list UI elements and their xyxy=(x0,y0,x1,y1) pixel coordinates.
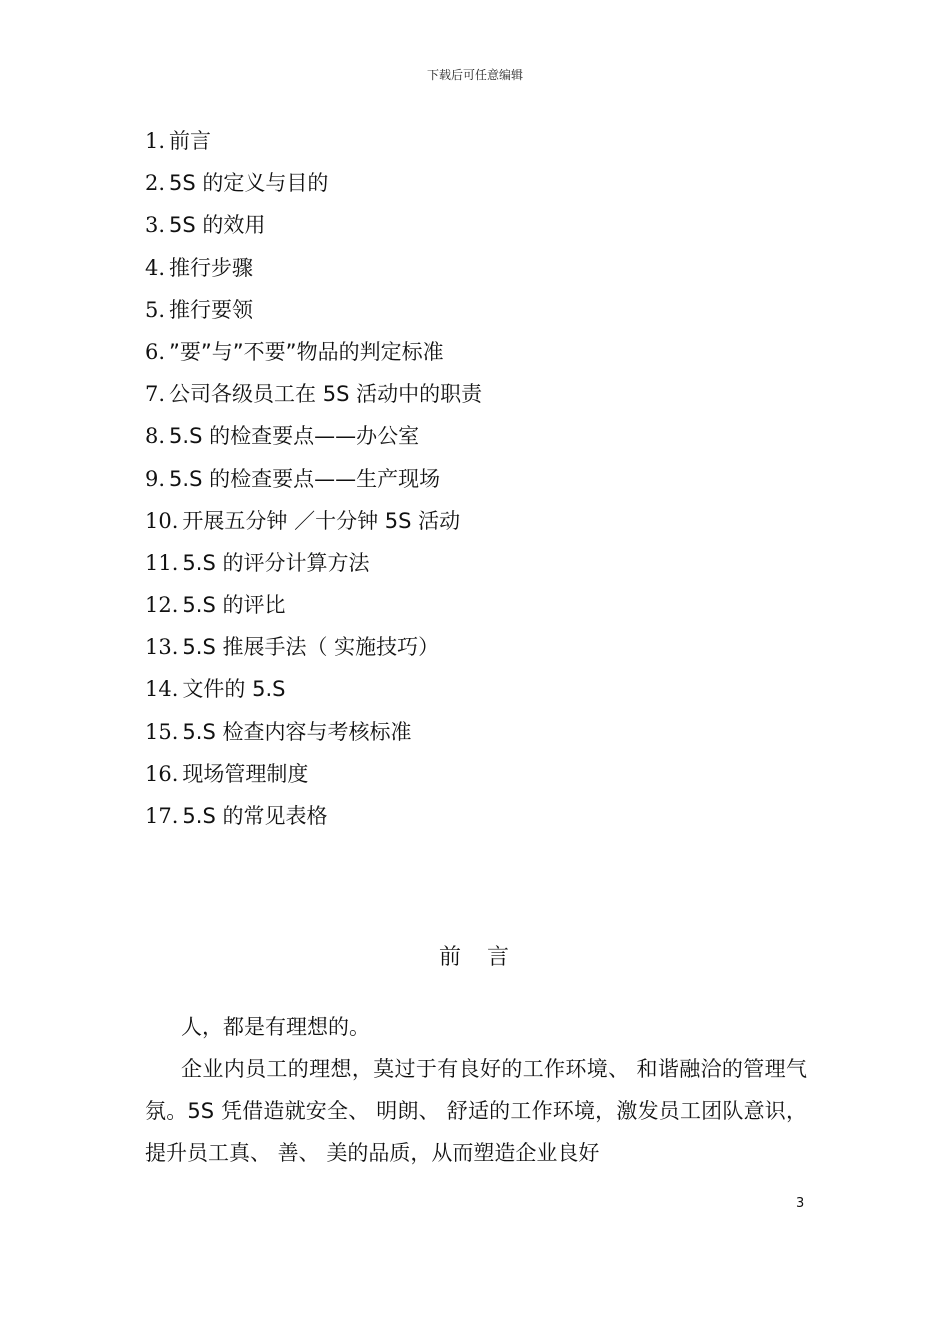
toc-item-number: 4. xyxy=(145,255,166,280)
table-of-contents xyxy=(145,120,482,837)
toc-item-text: 开展五分钟 ／十分钟 5S 活动 xyxy=(182,508,461,533)
toc-item-text: 5.S 检查内容与考核标准 xyxy=(182,719,412,744)
body-text xyxy=(145,1006,807,1174)
toc-item-number: 6. xyxy=(145,339,166,364)
toc-item-number: 10. xyxy=(145,508,179,533)
toc-item-number: 9. xyxy=(145,466,166,491)
toc-item-text: 推行步骤 xyxy=(169,255,254,280)
toc-item-text: 公司各级员工在 5S 活动中的职责 xyxy=(169,382,483,407)
toc-item xyxy=(145,458,482,500)
toc-item xyxy=(145,626,482,668)
toc-item-number: 1. xyxy=(145,129,166,153)
toc-item-number: 16. xyxy=(145,761,179,786)
toc-item-number: 3. xyxy=(145,213,166,238)
toc-item-number: 8. xyxy=(145,424,166,449)
toc-item xyxy=(145,795,482,837)
toc-item-text: 5S 的效用 xyxy=(169,213,266,238)
toc-item-number: 11. xyxy=(145,550,179,575)
toc-item-text: 推行要领 xyxy=(169,297,254,322)
toc-item-text: 5.S 的常见表格 xyxy=(182,804,328,828)
paragraph: 人，都是有理想的。 xyxy=(181,1015,370,1039)
toc-item xyxy=(145,247,482,289)
toc-item-number: 12. xyxy=(145,593,179,618)
toc-item-text: 5S 的定义与目的 xyxy=(169,171,329,196)
toc-item xyxy=(145,331,482,373)
toc-item-number: 15. xyxy=(145,719,179,744)
toc-item xyxy=(145,500,482,542)
toc-item-text: 5.S 的评比 xyxy=(182,593,286,618)
toc-item-number: 5. xyxy=(145,297,166,322)
toc-item-number: 14. xyxy=(145,677,179,702)
toc-item xyxy=(145,289,482,331)
toc-item xyxy=(145,584,482,626)
toc-item xyxy=(145,120,482,162)
page-header-note: 下载后可任意编辑 xyxy=(426,68,523,82)
section-title: 前 言 xyxy=(438,945,511,970)
toc-item xyxy=(145,415,482,457)
toc-item-text: ”要”与”不要”物品的判定标准 xyxy=(169,339,444,364)
paragraph: 企业内员工的理想，莫过于有良好的工作环境、 和谐融洽的管理气氛。5S 凭借造就安全、 明朗、 舒适的工作环境，激发员工团队意识，提升员工真、 善、 美的品质，从而塑造企业良好 xyxy=(145,1057,807,1165)
toc-item-text: 5.S 推展手法（ 实施技巧） xyxy=(182,635,440,660)
toc-item xyxy=(145,162,482,204)
toc-item xyxy=(145,542,482,584)
toc-item-text: 文件的 5.S xyxy=(182,677,286,702)
toc-item-text: 5.S 的检查要点——生产现场 xyxy=(169,466,441,491)
toc-item-number: 7. xyxy=(145,382,166,407)
toc-item xyxy=(145,711,482,753)
toc-item-text: 现场管理制度 xyxy=(182,761,309,786)
toc-item-text: 5.S 的评分计算方法 xyxy=(182,550,370,575)
toc-item-number: 13. xyxy=(145,635,179,660)
toc-item xyxy=(145,753,482,795)
toc-item-text: 前言 xyxy=(169,129,212,153)
toc-item-text: 5.S 的检查要点——办公室 xyxy=(169,424,420,449)
toc-item-number: 2. xyxy=(145,171,166,196)
toc-item xyxy=(145,668,482,710)
toc-item-number: 17. xyxy=(145,804,179,828)
toc-item xyxy=(145,204,482,246)
page-number: 3 xyxy=(796,1196,805,1211)
toc-item xyxy=(145,373,482,415)
